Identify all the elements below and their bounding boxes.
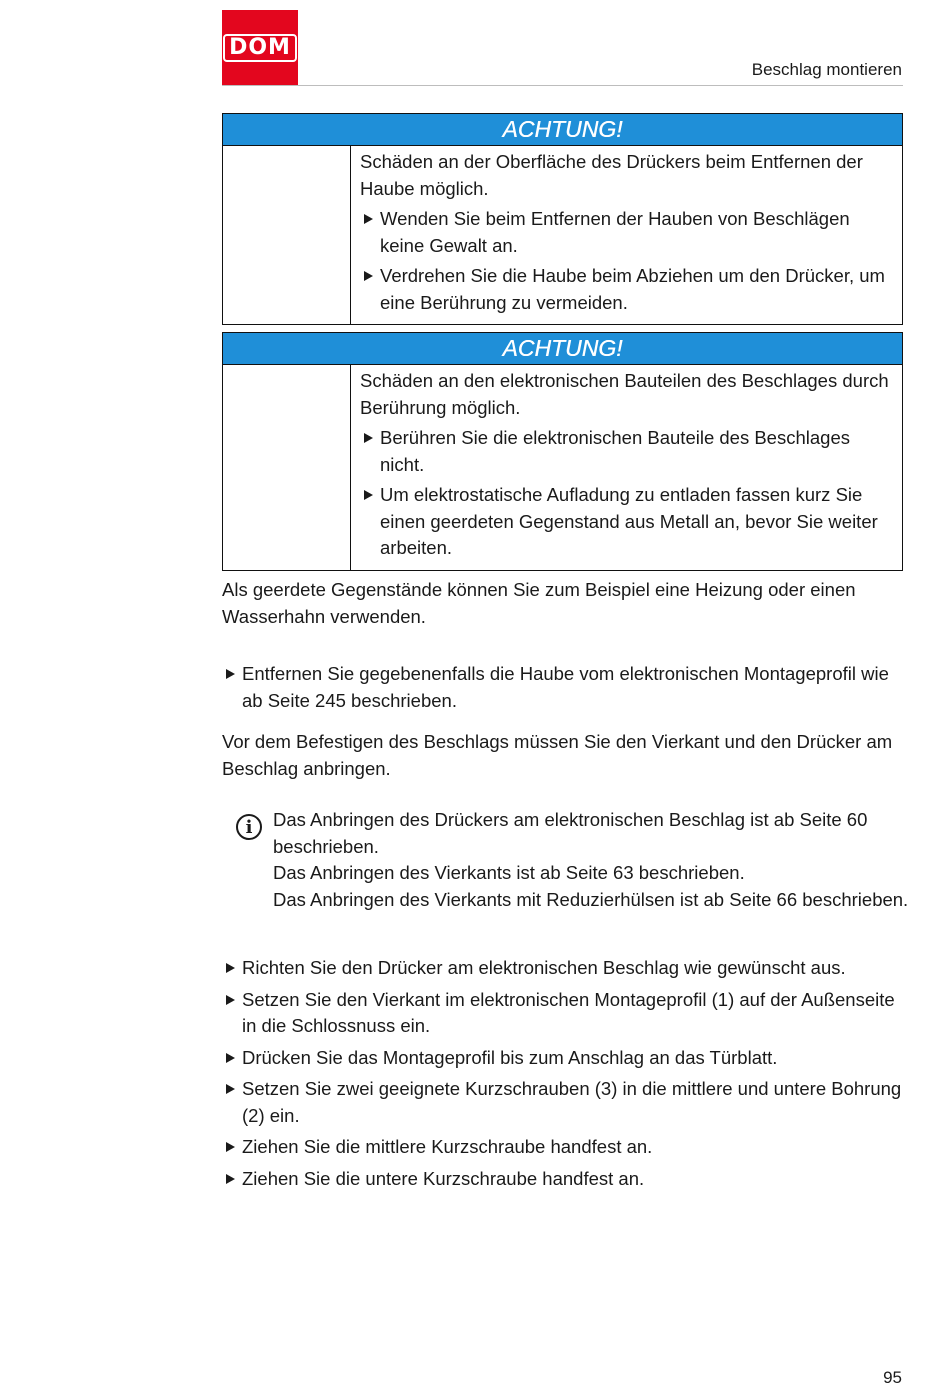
warning-icon-cell <box>223 365 351 570</box>
header-title: Beschlag montieren <box>751 60 902 79</box>
warning-heading: ACHTUNG! <box>223 333 902 365</box>
instruction-step: Setzen Sie zwei geeignete Kurzschrauben (3) in die mittlere und untere Bohrung (2) ein. <box>222 1076 912 1129</box>
step-list-2 <box>222 955 912 1197</box>
warning-box-1 <box>222 113 903 325</box>
warning-intro: Schäden an den elektronischen Bauteilen des Beschlages durch Berührung möglich. <box>360 370 889 418</box>
info-icon: i <box>236 814 262 840</box>
instruction-step: Setzen Sie den Vierkant im elektronischen Montageprofil (1) auf der Außenseite in die Schlossnuss ein. <box>222 987 912 1040</box>
warning-heading: ACHTUNG! <box>223 114 902 146</box>
dom-logo <box>222 10 298 85</box>
instruction-step: Ziehen Sie die mittlere Kurzschraube handfest an. <box>222 1134 912 1161</box>
paragraph-text: Vor dem Befestigen des Beschlags müssen Sie den Vierkant und den Drücker am Beschlag anbringen. <box>222 731 893 779</box>
paragraph-before-mounting <box>222 729 912 782</box>
instruction-step: Richten Sie den Drücker am elektronischen Beschlag wie gewünscht aus. <box>222 955 912 982</box>
page-number: 95 <box>883 1368 902 1387</box>
info-note <box>273 807 913 913</box>
logo-text: DOM <box>223 34 297 62</box>
info-line: Das Anbringen des Drückers am elektronischen Beschlag ist ab Seite 60 beschrieben. <box>273 809 868 857</box>
paragraph-text: Als geerdete Gegenstände können Sie zum Beispiel eine Heizung oder einen Wasserhahn verwenden. <box>222 579 856 627</box>
warning-step: Wenden Sie beim Entfernen der Hauben von Beschlägen keine Gewalt an. <box>360 206 894 259</box>
warning-intro: Schäden an der Oberfläche des Drückers beim Entfernen der Haube möglich. <box>360 151 863 199</box>
warning-box-2 <box>222 332 903 571</box>
instruction-step: Ziehen Sie die untere Kurzschraube handfest an. <box>222 1166 912 1193</box>
warning-step: Um elektrostatische Aufladung zu entladen fassen kurz Sie einen geerdeten Gegenstand aus Metall an, bevor Sie weiter arbeiten. <box>360 482 894 562</box>
info-line: Das Anbringen des Vierkants ist ab Seite 63 beschrieben. <box>273 862 745 883</box>
paragraph-grounded-objects <box>222 577 912 630</box>
step-list-1 <box>222 661 912 719</box>
instruction-step: Drücken Sie das Montageprofil bis zum Anschlag an das Türblatt. <box>222 1045 912 1072</box>
warning-step: Verdrehen Sie die Haube beim Abziehen um den Drücker, um eine Berührung zu vermeiden. <box>360 263 894 316</box>
warning-step: Berühren Sie die elektronischen Bauteile des Beschlages nicht. <box>360 425 894 478</box>
header-divider <box>222 85 903 86</box>
warning-icon-cell <box>223 146 351 324</box>
instruction-step: Entfernen Sie gegebenenfalls die Haube vom elektronischen Montageprofil wie ab Seite 245 beschrieben. <box>222 661 912 714</box>
info-line: Das Anbringen des Vierkants mit Reduzierhülsen ist ab Seite 66 beschrieben. <box>273 888 909 910</box>
